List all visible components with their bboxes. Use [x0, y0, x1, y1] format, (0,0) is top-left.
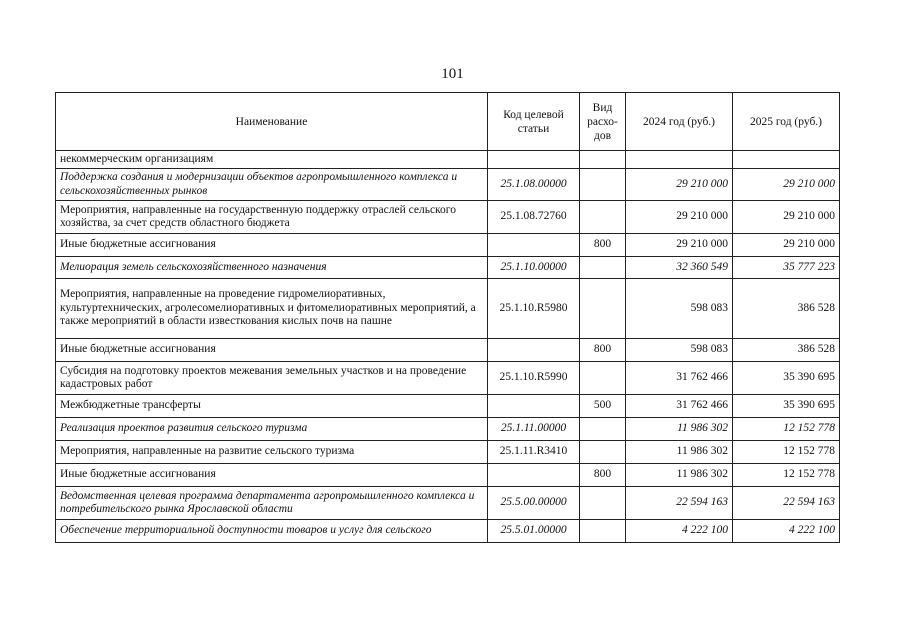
cell-name: Мелиорация земель сельскохозяйственного назначения: [56, 257, 488, 279]
cell-name: Иные бюджетные ассигнования: [56, 464, 488, 487]
cell-2024: 11 986 302: [626, 441, 733, 464]
cell-code: [488, 151, 580, 169]
cell-name: Ведомственная целевая программа департамента агропромышленного комплекса и потребительского рынка Ярославской области: [56, 487, 488, 520]
table-row: [56, 151, 840, 169]
cell-code: 25.1.10.00000: [488, 257, 580, 279]
cell-2025: 386 528: [733, 339, 840, 362]
cell-2025: 22 594 163: [733, 487, 840, 520]
cell-kind: 500: [580, 395, 626, 418]
table-row: [56, 464, 840, 487]
table-row: [56, 418, 840, 441]
cell-kind: [580, 279, 626, 339]
cell-name: некоммерческим организациям: [56, 151, 488, 169]
cell-name: Поддержка создания и модернизации объектов агропромышленного комплекса и сельскохозяйственных рынков: [56, 169, 488, 201]
cell-2024: 4 222 100: [626, 520, 733, 543]
cell-2025: 12 152 778: [733, 441, 840, 464]
table-row: [56, 279, 840, 339]
table-body: [56, 151, 840, 543]
cell-2025: 29 210 000: [733, 234, 840, 257]
table-row: [56, 339, 840, 362]
cell-kind: [580, 520, 626, 543]
cell-kind: [580, 201, 626, 234]
cell-2024: 22 594 163: [626, 487, 733, 520]
header-kind: Вид расхо-дов: [580, 93, 626, 151]
header-2024: 2024 год (руб.): [626, 93, 733, 151]
cell-name: Реализация проектов развития сельского туризма: [56, 418, 488, 441]
cell-code: 25.1.10.R5990: [488, 362, 580, 395]
cell-2024: 31 762 466: [626, 395, 733, 418]
cell-2024: [626, 151, 733, 169]
table-row: [56, 362, 840, 395]
cell-2024: 11 986 302: [626, 418, 733, 441]
cell-code: 25.5.00.00000: [488, 487, 580, 520]
table-row: [56, 201, 840, 234]
cell-kind: [580, 169, 626, 201]
cell-name: Иные бюджетные ассигнования: [56, 234, 488, 257]
cell-code: 25.5.01.00000: [488, 520, 580, 543]
cell-kind: [580, 441, 626, 464]
table-row: [56, 257, 840, 279]
cell-code: 25.1.11.00000: [488, 418, 580, 441]
cell-2024: 598 083: [626, 339, 733, 362]
cell-code: [488, 395, 580, 418]
cell-2025: 4 222 100: [733, 520, 840, 543]
cell-kind: 800: [580, 339, 626, 362]
cell-2025: [733, 151, 840, 169]
cell-name: Субсидия на подготовку проектов межевания земельных участков и на проведение кадастровых работ: [56, 362, 488, 395]
cell-kind: [580, 487, 626, 520]
cell-name: Иные бюджетные ассигнования: [56, 339, 488, 362]
table-row: [56, 395, 840, 418]
cell-2024: 29 210 000: [626, 169, 733, 201]
cell-code: 25.1.08.72760: [488, 201, 580, 234]
cell-2025: 29 210 000: [733, 169, 840, 201]
header-2025: 2025 год (руб.): [733, 93, 840, 151]
cell-kind: 800: [580, 464, 626, 487]
cell-2024: 31 762 466: [626, 362, 733, 395]
cell-code: [488, 234, 580, 257]
cell-2025: 386 528: [733, 279, 840, 339]
cell-name: Мероприятия, направленные на развитие сельского туризма: [56, 441, 488, 464]
table-row: [56, 520, 840, 543]
table-row: [56, 169, 840, 201]
cell-name: Межбюджетные трансферты: [56, 395, 488, 418]
cell-name: Мероприятия, направленные на государственную поддержку отраслей сельского хозяйства, за счет средств областного бюджета: [56, 201, 488, 234]
cell-name: Мероприятия, направленные на проведение гидромелиоративных, культуртехнических, агролесомелиоративных и фитомелиоративных мероприятий, а также мероприятий в области известкования кислых почв на пашне: [56, 279, 488, 339]
cell-2025: 35 390 695: [733, 362, 840, 395]
cell-2025: 29 210 000: [733, 201, 840, 234]
table-row: [56, 487, 840, 520]
cell-kind: [580, 362, 626, 395]
cell-2024: 598 083: [626, 279, 733, 339]
cell-kind: [580, 151, 626, 169]
cell-2024: 29 210 000: [626, 234, 733, 257]
cell-kind: [580, 418, 626, 441]
table-row: [56, 234, 840, 257]
cell-2024: 11 986 302: [626, 464, 733, 487]
cell-code: 25.1.10.R5980: [488, 279, 580, 339]
cell-code: 25.1.08.00000: [488, 169, 580, 201]
cell-2024: 29 210 000: [626, 201, 733, 234]
cell-code: [488, 464, 580, 487]
header-code: Код целевой статьи: [488, 93, 580, 151]
cell-kind: [580, 257, 626, 279]
cell-2025: 12 152 778: [733, 464, 840, 487]
cell-2025: 12 152 778: [733, 418, 840, 441]
cell-2024: 32 360 549: [626, 257, 733, 279]
page-number: 101: [441, 66, 464, 82]
cell-kind: 800: [580, 234, 626, 257]
cell-2025: 35 777 223: [733, 257, 840, 279]
header-name: Наименование: [56, 93, 488, 151]
cell-code: [488, 339, 580, 362]
table-row: [56, 441, 840, 464]
budget-table: [55, 92, 840, 543]
cell-name: Обеспечение территориальной доступности товаров и услуг для сельского: [56, 520, 488, 543]
cell-2025: 35 390 695: [733, 395, 840, 418]
cell-code: 25.1.11.R3410: [488, 441, 580, 464]
table-header-row: [56, 93, 840, 151]
